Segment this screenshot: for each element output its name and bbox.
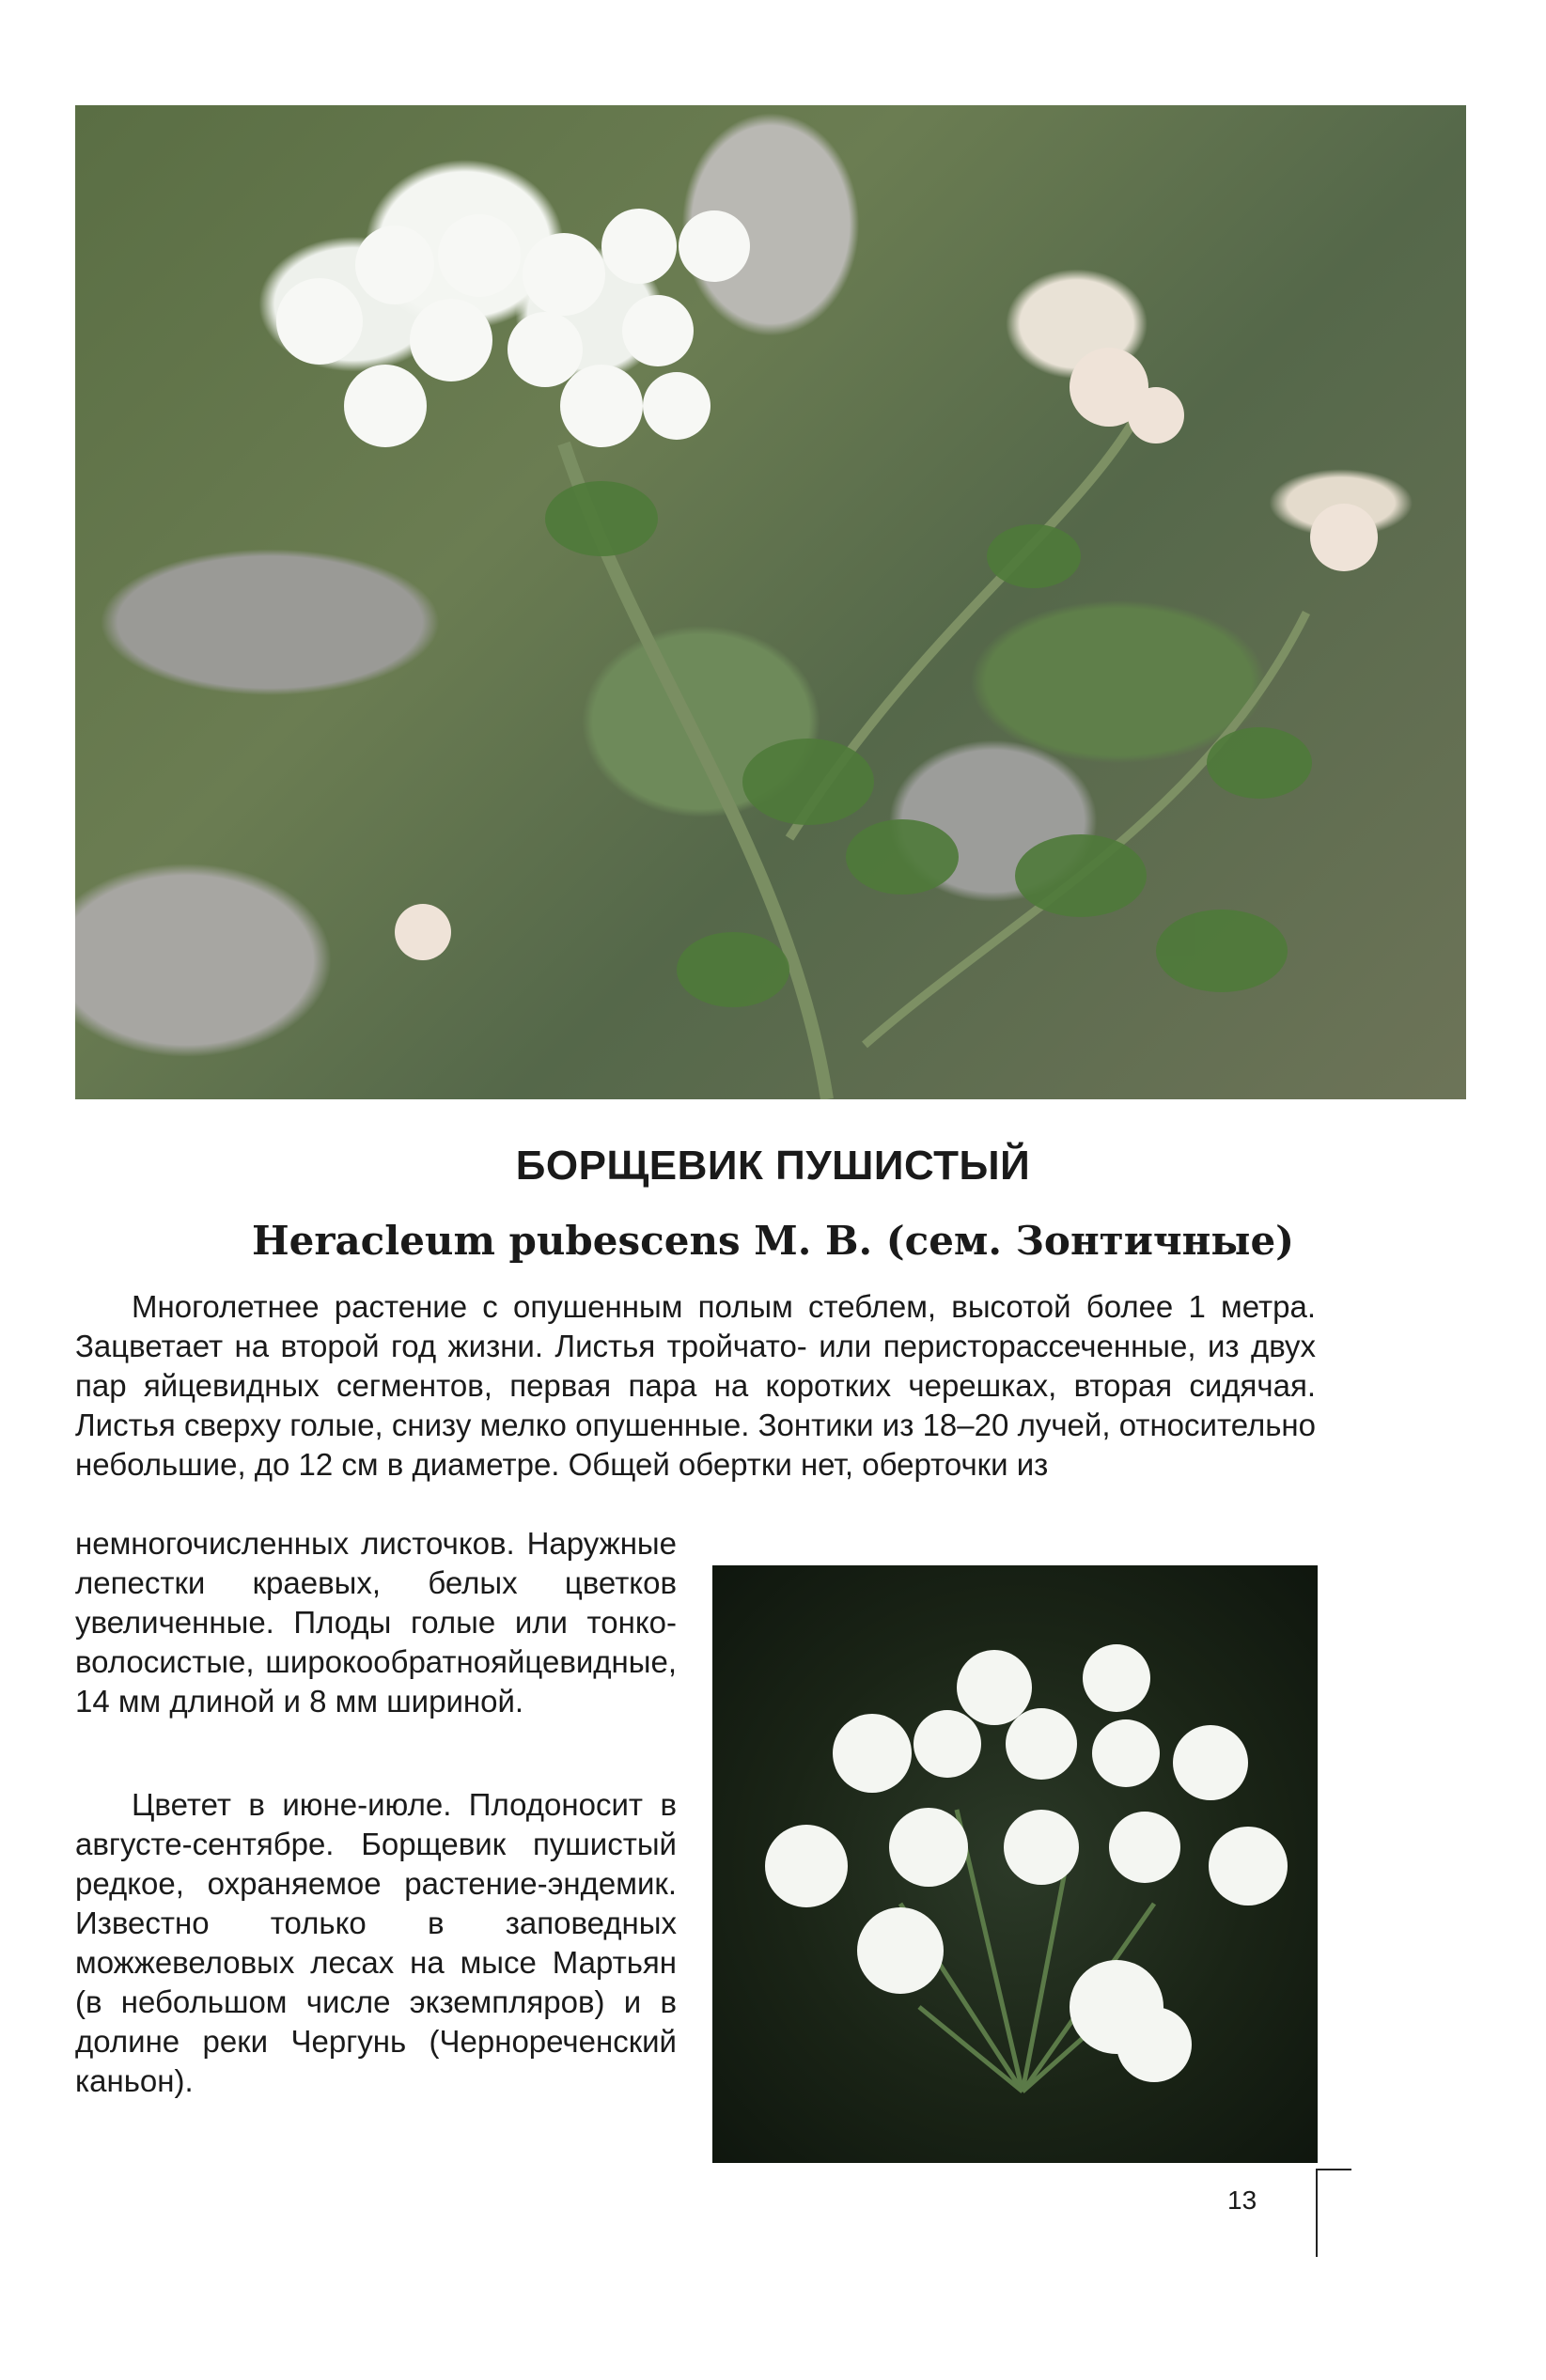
page-number: 13 [1227, 2186, 1257, 2215]
photo-umbel-closeup [712, 1565, 1318, 2163]
crop-mark-horizontal [1316, 2169, 1351, 2170]
photo-plants-among-rocks [75, 105, 1466, 1099]
description-paragraph-1: Многолетнее растение с опушенным полым стеблем, высотой более 1 метра. Зацветает на второй год жизни. Листья тройчато- или перисторассеченные, из двух пар яйцевидных сегментов, первая пара на коротких черешках, вторая сидячая. Листья сверху голые, снизу мелко опушенные. Зонтики из 18–20 лучей, относительно небольшие, до 12 см в диаметре. Общей обертки нет, оберточки из [75, 1289, 1316, 1482]
species-title-ru: БОРЩЕВИК ПУШИСТЫЙ [515, 1143, 1031, 1189]
crop-mark [1316, 2169, 1318, 2257]
photo-bottom-illustration [712, 1565, 1318, 2163]
description-paragraph-3: Цветет в июне-июле. Плодоносит в августе-сентябре. Борщевик пушистый редкое, охраняемое растение-эндемик. Известно только в заповедных можжевеловых лесах на мысе Мартьян (в небольшом числе экземпляров) и в долине реки Чергунь (Чернореченский каньон). [75, 1787, 677, 2098]
species-title-latin: Heracleum pubescens M. B. (сем. Зонтичные) [251, 1218, 1295, 1264]
description-paragraph-2: немногочисленных листочков. Наружные лепестки краевых, белых цветков увеличенные. Плоды голые или тонко-волосистые, широкообратнояйцевидные, 14 мм длиной и 8 мм шириной. [75, 1526, 677, 1719]
photo-top-illustration [75, 105, 1466, 1099]
